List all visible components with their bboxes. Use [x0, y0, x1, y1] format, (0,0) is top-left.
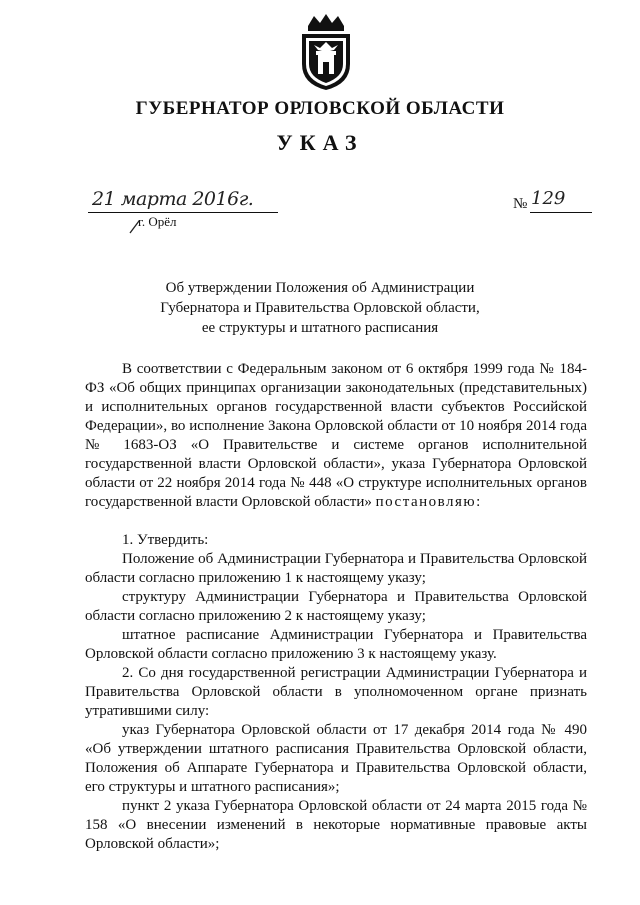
document-city: г. Орёл	[138, 214, 177, 229]
document-date: 21 марта 2016г.	[92, 188, 254, 210]
clause-1b: структуру Администрации Губернатора и Правительства Орловской области согласно приложению 2 к настоящему указу;	[85, 589, 587, 624]
clause-2b: пункт 2 указа Губернатора Орловской области от 24 марта 2015 года № 158 «О внесении изменений в некоторые нормативные правовые акты Орловской области»;	[85, 798, 587, 852]
clause-1c: штатное расписание Администрации Губернатора и Правительства Орловской области согласно приложению 3 к настоящему указу.	[85, 627, 587, 662]
clause-2a: указ Губернатора Орловской области от 17 декабря 2014 года № 490 «Об утверждении штатного расписания Правительства Орловской области, Положения об Аппарате Губернатора и Правительства Орловской области, его структуры и штатного расписания»;	[85, 722, 587, 795]
number-underline	[530, 212, 592, 213]
clause-1a: Положение об Администрации Губернатора и Правительства Орловской области согласно приложению 1 к настоящему указу;	[85, 551, 587, 586]
preamble-text: В соответствии с Федеральным законом от 6 октября 1999 года № 184-ФЗ «Об общих принципах организации законодательных (представительных) и исполнительных органов государственной власти субъектов Российской Федерации», во исполнение Закона Орловской области от 10 ноября 2014 года № 1683-ОЗ «О Правительстве и системе органов исполнительной государственной власти Орловской области», указа Губернатора Орловской области от 22 ноября 2014 года № 448 «О структуре исполнительных органов государственной власти Орловской области»	[85, 361, 587, 510]
preamble-paragraph	[85, 360, 587, 512]
document-subject	[150, 278, 490, 338]
subject-line: Губернатора и Правительства Орловской области,	[160, 300, 480, 316]
subject-line: Об утверждении Положения об Администрации	[165, 280, 475, 296]
document-type: УКАЗ	[276, 130, 364, 155]
document-body	[85, 360, 587, 854]
document-number: 129	[531, 188, 566, 209]
number-label: №	[513, 196, 528, 212]
issuing-authority: ГУБЕРНАТОР ОРЛОВСКОЙ ОБЛАСТИ	[135, 98, 505, 119]
decree-word: постановляю:	[375, 494, 482, 510]
clause-1: 1. Утвердить:	[122, 532, 209, 548]
orel-region-coat-of-arms-icon	[296, 12, 356, 92]
clause-2: 2. Со дня государственной регистрации Администрации Губернатора и Правительства Орловской области в уполномоченном органе признать утратившими силу:	[85, 665, 587, 719]
subject-line: ее структуры и штатного расписания	[201, 320, 439, 336]
